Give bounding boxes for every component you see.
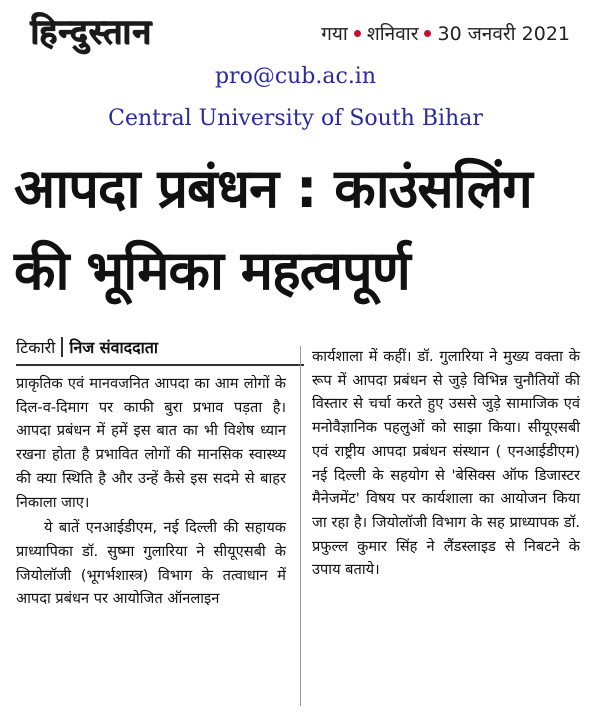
article-paragraph-3: कार्यशाला में कहीं। डॉ. गुलारिया ने मुख्य वक्ता के रूप में आपदा प्रबंधन से जुड़े विभिन्न चुनौतियों की विस्तार से चर्चा करते हुए उससे जुड़े सामाजिक एवं मनोवैज्ञानिक पहलुओं को साझा किया। सीयूएसबी एवं राष्ट्रीय आपदा प्रबंधन संस्थान ( एनआईडीएम) नई दिल्ली के सहयोग से 'बेसिक्स ऑफ डिजास्टर मैनेजमेंट' विषय पर कार्यशाला का आयोजन किया जा रहा है। जियोलॉजी विभाग के सह प्राध्यापक डॉ. प्रफुल्ल कुमार सिंह ने लैंडस्लाइड से निबटने के उपाय बताये। [312,348,580,579]
article-column-2 [312,345,580,582]
dateline-date: 30 जनवरी 2021 [437,23,570,45]
column-rule [16,364,304,366]
newspaper-logo: हिन्दुस्तान [30,12,152,52]
masthead [12,10,582,58]
article-column-1 [16,372,286,611]
byline-separator [61,337,63,357]
headline-line-2: की भूमिका महत्वपूर्ण [14,239,410,302]
bullet-dot-icon [424,30,431,37]
dateline-city: गया [321,23,348,45]
bullet-dot-icon [354,30,361,37]
byline-place: टिकारी [16,338,56,357]
dateline [321,20,570,46]
byline-reporter: निज संवाददाता [69,338,159,357]
article-paragraph-1: प्राकृतिक एवं मानवजनित आपदा का आम लोगों के दिल-व-दिमाग पर काफी बुरा प्रभाव पड़ता है। आपदा प्रबंधन में हमें इस बात का भी विशेष ध्यान रखना होता है प्रभावित लोगों की मानसिक स्वास्थ्य की क्या स्थिति है और उन्हें कैसे इस सदमे से बाहर निकाला जाए। [16,375,286,511]
column-divider [300,346,301,706]
stamp-email: pro@cub.ac.in [214,64,377,89]
article-paragraph-2: ये बातें एनआईडीएम, नई दिल्ली की सहायक प्राध्यापिका डॉ. सुष्मा गुलारिया ने सीयूएसबी के जियोलॉजी (भूगर्भशास्त्र) विभाग के तत्वाधान में आपदा प्रबंधन पर आयोजित ऑनलाइन [16,519,286,608]
headline-line-1: आपदा प्रबंधन : काउंसलिंग [14,157,532,220]
byline [16,336,158,358]
dateline-day: शनिवार [366,23,419,45]
stamp-university: Central University of South Bihar [108,106,483,131]
headline [14,148,584,312]
